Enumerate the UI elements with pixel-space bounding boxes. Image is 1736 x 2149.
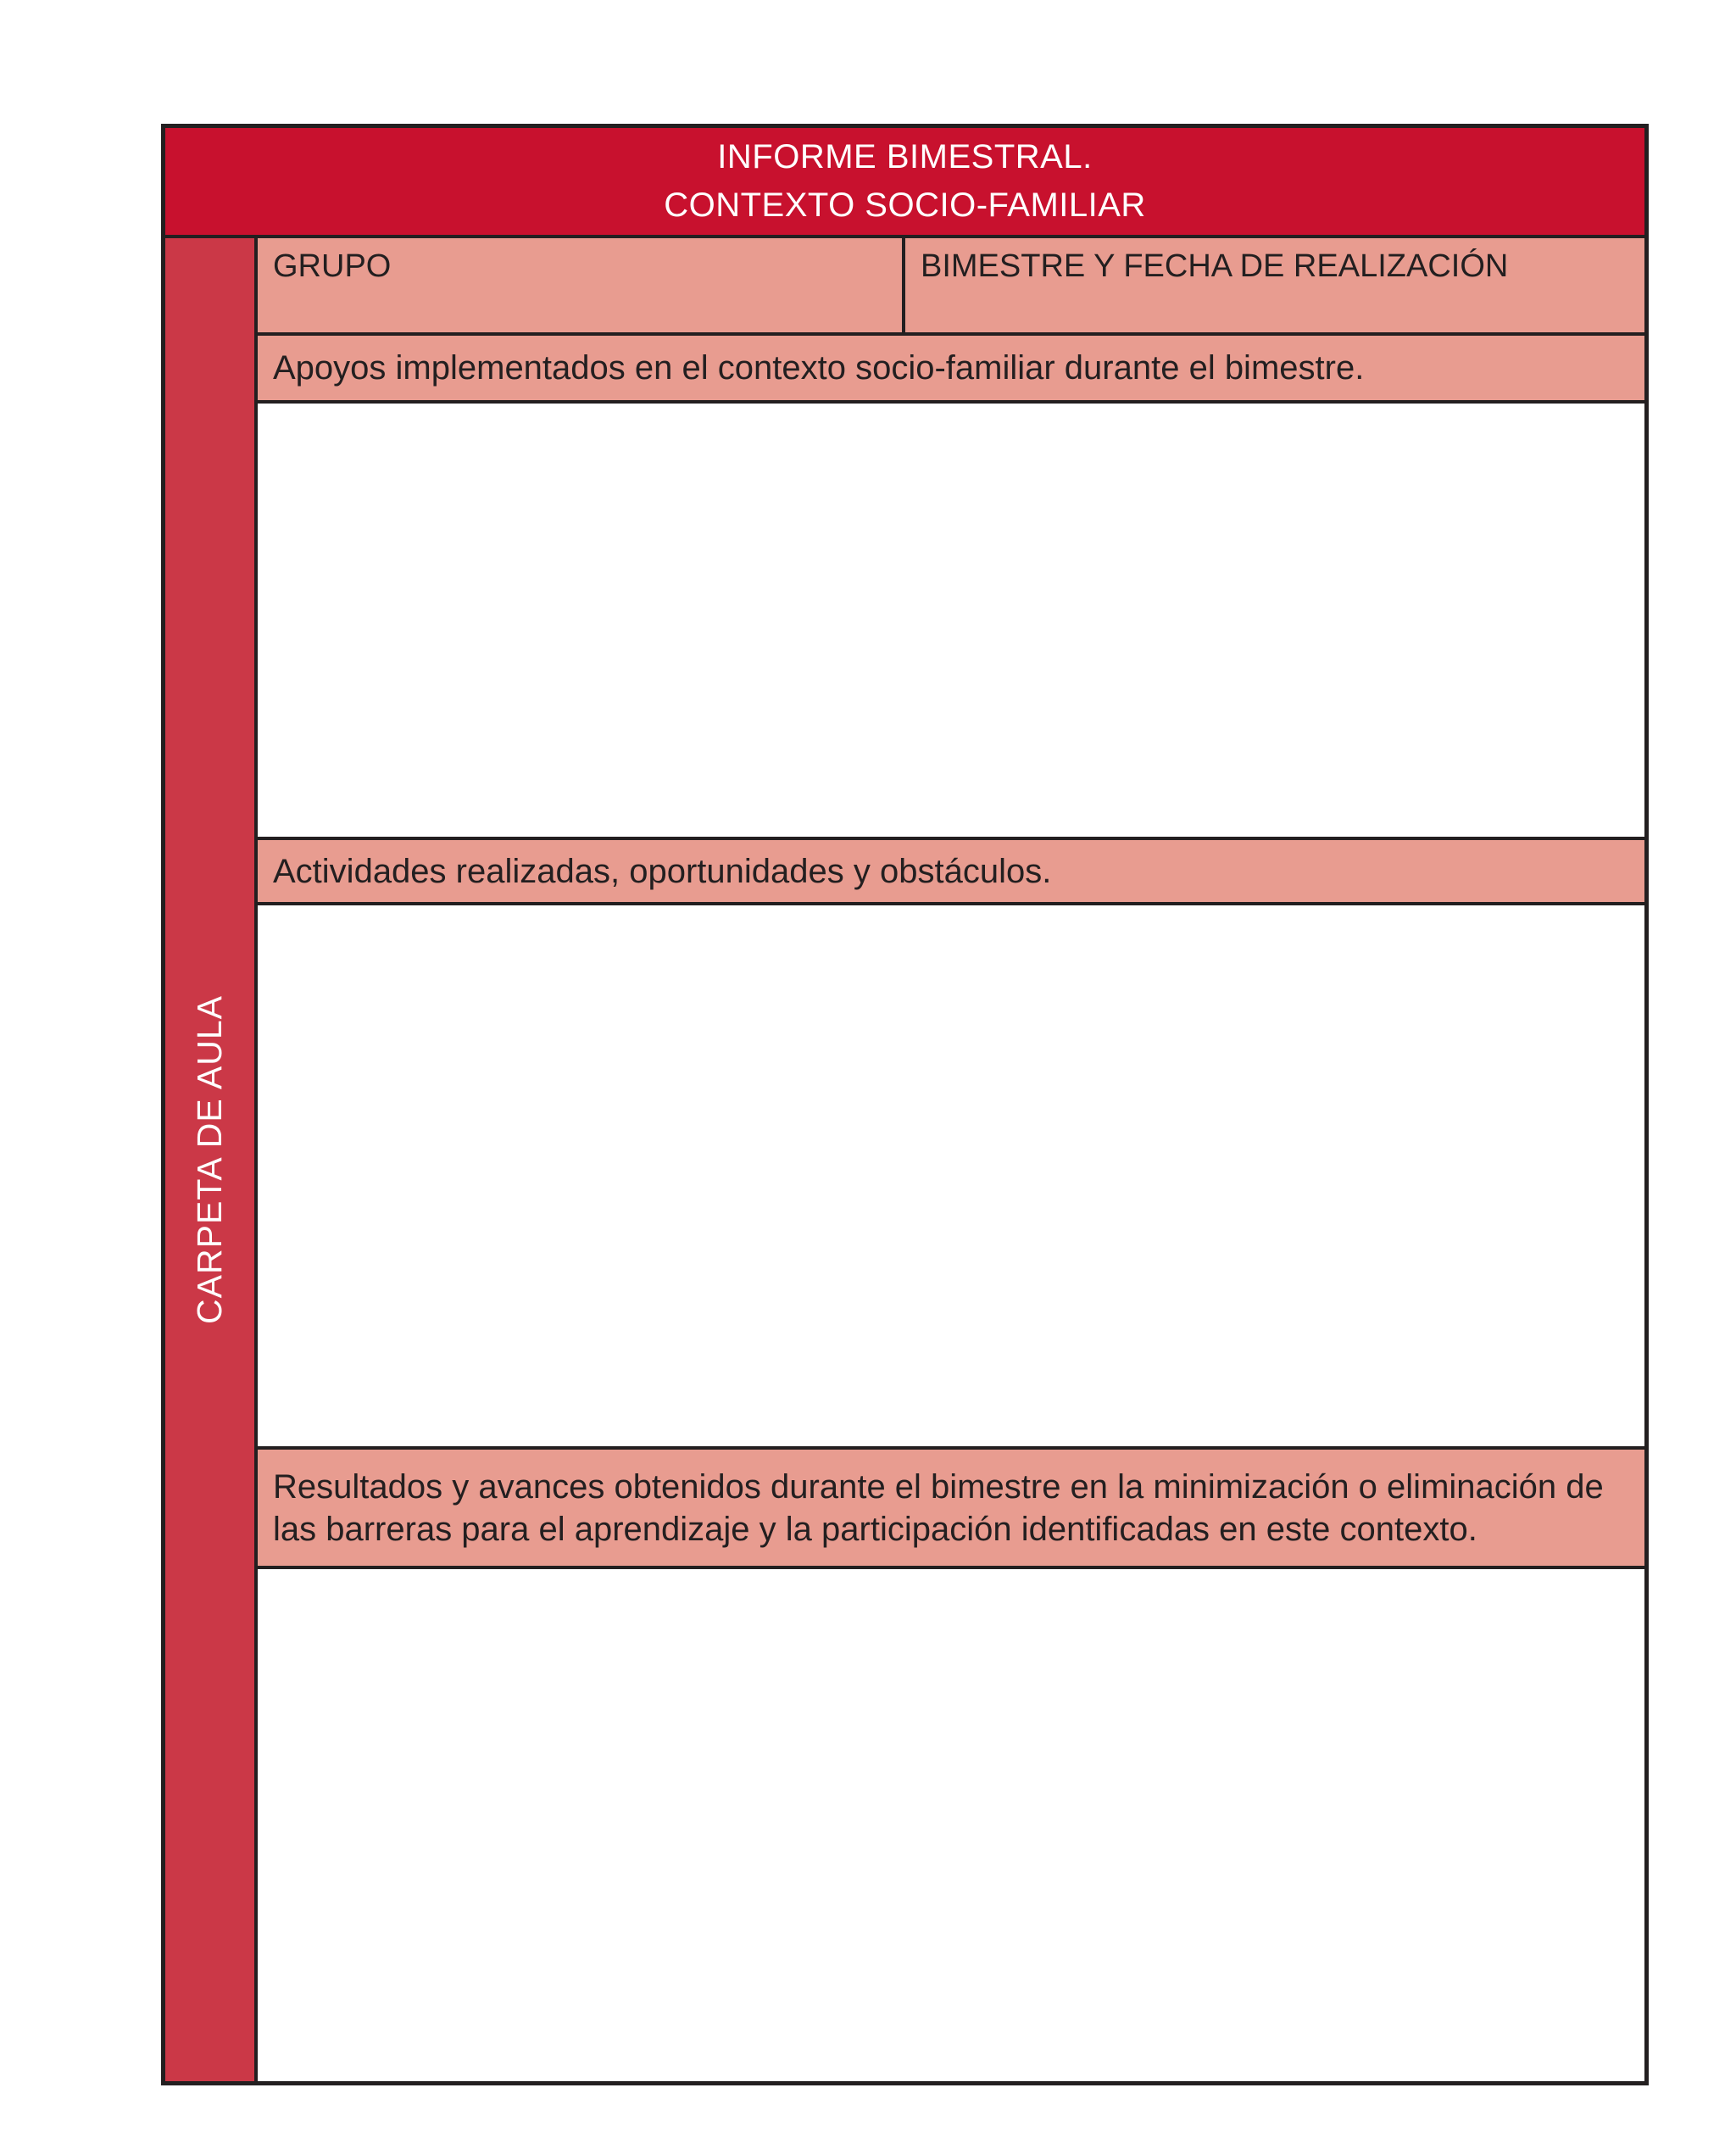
section-label-apoyos: Apoyos implementados en el contexto socio-familiar durante el bimestre.: [273, 349, 1365, 387]
grupo-label: GRUPO: [273, 248, 392, 284]
form-body: [165, 238, 1644, 2081]
apoyos-content-area[interactable]: [258, 404, 1644, 840]
grupo-field[interactable]: [258, 238, 905, 332]
informe-bimestral-form: [161, 124, 1649, 2085]
fields-row: [258, 238, 1644, 336]
form-title-bar: [165, 128, 1644, 238]
section-header-apoyos: [258, 336, 1644, 404]
section-header-actividades: [258, 840, 1644, 905]
section-label-actividades: Actividades realizadas, oportunidades y obstáculos.: [273, 852, 1052, 890]
resultados-content-area[interactable]: [258, 1569, 1644, 2081]
actividades-content-area[interactable]: [258, 905, 1644, 1450]
sidebar-carpeta-de-aula: [165, 238, 258, 2081]
form-title-line1: INFORME BIMESTRAL.: [717, 138, 1093, 175]
bimestre-label: BIMESTRE Y FECHA DE REALIZACIÓN: [921, 248, 1509, 284]
bimestre-field[interactable]: [905, 238, 1644, 332]
section-header-resultados: [258, 1450, 1644, 1569]
form-main-column: [258, 238, 1644, 2081]
section-label-resultados: Resultados y avances obtenidos durante el bimestre en la minimización o eliminación de las barreras para el aprendizaje y la participación identificadas en este contexto.: [273, 1467, 1604, 1548]
sidebar-label: CARPETA DE AULA: [190, 995, 229, 1324]
form-title-line2: CONTEXTO SOCIO-FAMILIAR: [664, 187, 1146, 224]
